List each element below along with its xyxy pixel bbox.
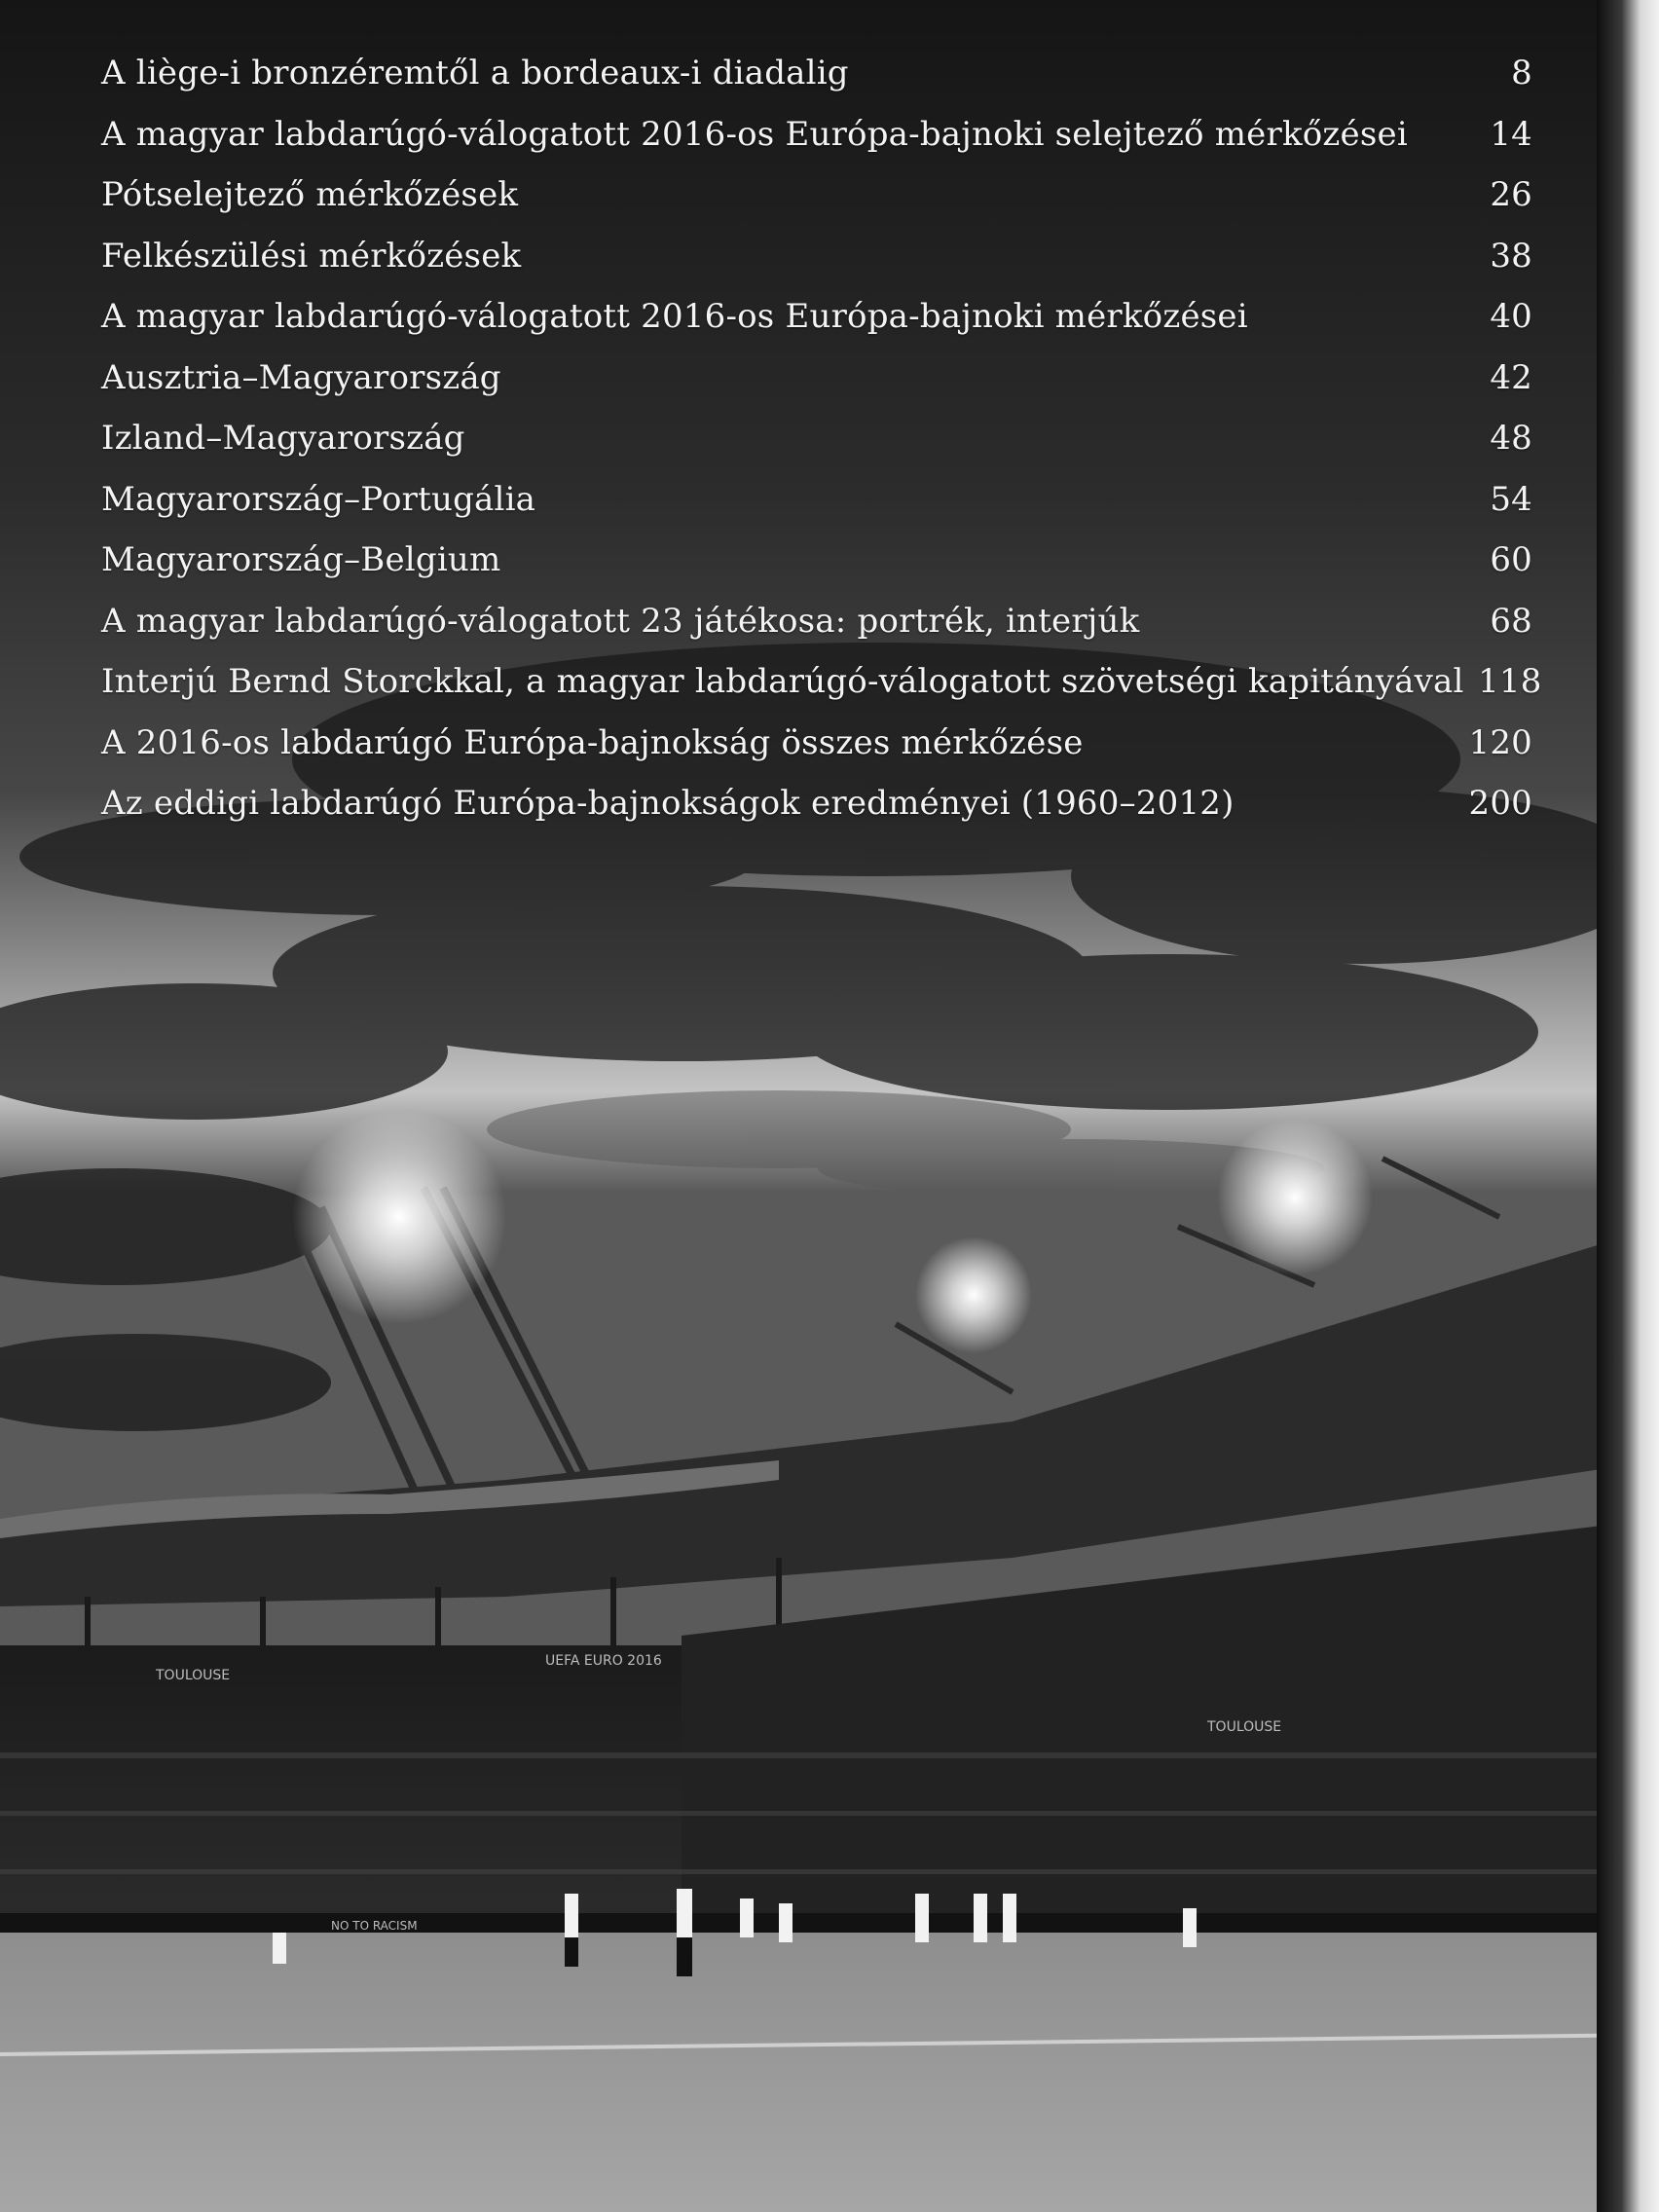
toc-entry-title: Ausztria–Magyarország [101, 357, 501, 397]
toc-entry[interactable] [101, 408, 1532, 469]
toc-entry-page: 26 [1490, 175, 1532, 215]
sign-toulouse-right: TOULOUSE [1207, 1719, 1282, 1735]
toc-entry-page: 38 [1490, 236, 1532, 276]
toc-entry-page: 120 [1468, 722, 1532, 762]
toc-entry[interactable] [101, 286, 1532, 348]
toc-entry[interactable] [101, 348, 1532, 409]
toc-entry-title: Magyarország–Belgium [101, 540, 501, 580]
toc-entry[interactable] [101, 591, 1532, 652]
toc-entry-title: Az eddigi labdarúgó Európa-bajnokságok eredményei (1960–2012) [101, 784, 1235, 824]
toc-entry-title: A magyar labdarúgó-válogatott 2016-os Európa-bajnoki selejtező mérkőzései [101, 114, 1408, 154]
toc-entry-title: Felkészülési mérkőzések [101, 236, 522, 276]
toc-entry[interactable] [101, 165, 1532, 226]
toc-entry[interactable] [101, 469, 1532, 531]
toc-entry[interactable] [101, 713, 1532, 774]
toc-entry-page: 8 [1511, 54, 1532, 93]
toc-entry-title: Magyarország–Portugália [101, 479, 536, 519]
toc-entry-page: 68 [1490, 601, 1532, 641]
toc-entry-page: 200 [1468, 784, 1532, 824]
toc-entry-page: 40 [1490, 297, 1532, 337]
sign-uefa-euro: UEFA EURO 2016 [545, 1653, 662, 1669]
toc-entry[interactable] [101, 226, 1532, 287]
toc-entry[interactable] [101, 773, 1532, 834]
toc-entry-title: A magyar labdarúgó-válogatott 23 játékosa: portrék, interjúk [101, 601, 1140, 641]
page-edge [1597, 0, 1659, 2212]
sign-no-to-racism: NO TO RACISM [331, 1919, 418, 1933]
toc-entry-title: Interjú Bernd Storckkal, a magyar labdarúgó-válogatott szövetségi kapitányával [101, 662, 1464, 702]
toc-entry-page: 48 [1490, 419, 1532, 459]
toc-entry-title: Izland–Magyarország [101, 419, 465, 459]
toc-entry-page: 14 [1490, 114, 1532, 154]
toc-entry[interactable] [101, 104, 1532, 166]
sign-toulouse-left: TOULOUSE [156, 1668, 231, 1683]
ad-board [0, 1913, 1659, 1933]
toc-entry-page: 54 [1490, 479, 1532, 519]
toc-entry[interactable] [101, 43, 1532, 104]
toc-entry-page: 60 [1490, 540, 1532, 580]
toc-entry-title: A liège-i bronzéremtől a bordeaux-i diadalig [101, 54, 849, 93]
toc-entry-title: A 2016-os labdarúgó Európa-bajnokság összes mérkőzése [101, 722, 1084, 762]
toc-entry-page: 42 [1490, 357, 1532, 397]
toc-entry-page: 118 [1478, 662, 1542, 702]
table-of-contents [101, 43, 1542, 834]
toc-entry[interactable] [101, 530, 1532, 591]
toc-entry[interactable] [101, 651, 1542, 713]
toc-entry-title: A magyar labdarúgó-válogatott 2016-os Európa-bajnoki mérkőzései [101, 297, 1248, 337]
pitch [0, 1933, 1659, 2212]
toc-entry-title: Pótselejtező mérkőzések [101, 175, 519, 215]
